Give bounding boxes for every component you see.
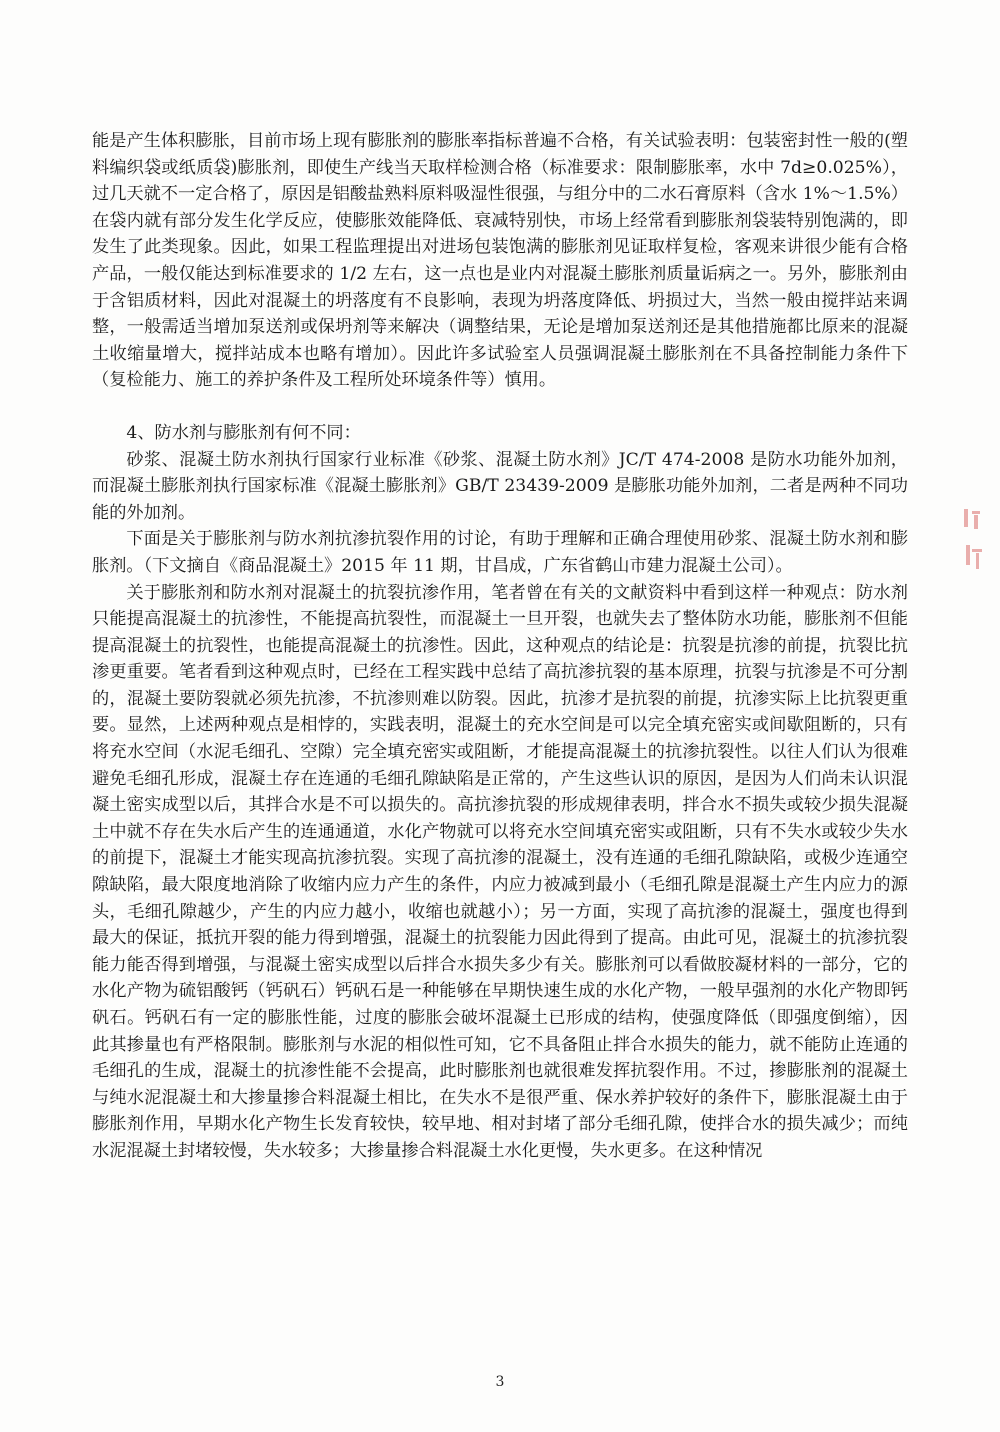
page-number: 3: [495, 1374, 505, 1390]
section-heading: 4、防水剂与膨胀剂有何不同：: [126, 422, 361, 443]
paragraph-standards: 砂浆、混凝土防水剂执行国家行业标准《砂浆、混凝土防水剂》JC/T 474-2008 是防水功能外加剂，而混凝土膨胀剂执行国家标准《混凝土膨胀剂》GB/T 23439-2009 是膨胀功能外加剂，二者是两种不同功能的外加剂。: [92, 449, 908, 523]
seal-stamp-icon: [958, 505, 988, 575]
document-body: [92, 128, 908, 1165]
paragraph-continued: 能是产生体积膨胀，目前市场上现有膨胀剂的膨胀率指标普遍不合格，有关试验表明：包装密封性一般的(塑料编织袋或纸质袋)膨胀剂，即使生产线当天取样检测合格（标准要求：限制膨胀率，水中 7d≥0.025%），过几天就不一定合格了，原因是铝酸盐熟料原料吸湿性很强，与组分中的二水石膏原料（含水 1%～1.5%）在袋内就有部分发生化学反应，使膨胀效能降低、衰减特别快，市场上经常看到膨胀剂袋装特别饱满的，即发生了此类现象。因此，如果工程监理提出对进场包装饱满的膨胀剂见证取样复检，客观来讲很少能有合格产品，一般仅能达到标准要求的 1/2 左右，这一点也是业内对混凝土膨胀剂质量诟病之一。另外，膨胀剂由于含铝质材料，因此对混凝土的坍落度有不良影响，表现为坍落度降低、坍损过大，当然一般由搅拌站来调整，一般需适当增加泵送剂或保坍剂等来解决（调整结果，无论是增加泵送剂还是其他措施都比原来的混凝土收缩量增大，搅拌站成本也略有增加）。因此许多试验室人员强调混凝土膨胀剂在不具备控制能力条件下（复检能力、施工的养护条件及工程所处环境条件等）慎用。: [92, 131, 908, 391]
paragraph-discussion: 关于膨胀剂和防水剂对混凝土的抗裂抗渗作用，笔者曾在有关的文献资料中看到这样一种观点：防水剂只能提高混凝土的抗渗性，不能提高抗裂性，而混凝土一旦开裂，也就失去了整体防水功能，膨胀剂不但能提高混凝土的抗裂性，也能提高混凝土的抗渗性。因此，这种观点的结论是：抗裂是抗渗的前提，抗裂比抗渗更重要。笔者看到这种观点时，已经在工程实践中总结了高抗渗抗裂的基本原理，抗裂与抗渗是不可分割的，混凝土要防裂就必须先抗渗，不抗渗则难以防裂。因此，抗渗才是抗裂的前提，抗渗实际上比抗裂更重要。显然，上述两种观点是相悖的，实践表明，混凝土的充水空间是可以完全填充密实或间歇阻断的，只有将充水空间（水泥毛细孔、空隙）完全填充密实或阻断，才能提高混凝土的抗渗抗裂性。以往人们认为很难避免毛细孔形成，混凝土存在连通的毛细孔隙缺陷是正常的，产生这些认识的原因，是因为人们尚未认识混凝土密实成型以后，其拌合水是不可以损失的。高抗渗抗裂的形成规律表明，拌合水不损失或较少损失混凝土中就不存在失水后产生的连通通道，水化产物就可以将充水空间填充密实或阻断，只有不失水或较少失水的前提下，混凝土才能实现高抗渗抗裂。实现了高抗渗的混凝土，没有连通的毛细孔隙缺陷，或极少连通空隙缺陷，最大限度地消除了收缩内应力产生的条件，内应力被减到最小（毛细孔隙是混凝土产生内应力的源头，毛细孔隙越少，产生的内应力越小，收缩也就越小）；另一方面，实现了高抗渗的混凝土，强度也得到最大的保证，抵抗开裂的能力得到增强，混凝土的抗裂能力因此得到了提高。由此可见，混凝土的抗渗抗裂能力能否得到增强，与混凝土密实成型以后拌合水损失多少有关。膨胀剂可以看做胶凝材料的一部分，它的水化产物为硫铝酸钙（钙矾石）钙矾石是一种能够在早期快速生成的水化产物，一般早强剂的水化产物即钙矾石。钙矾石有一定的膨胀性能，过度的膨胀会破坏混凝土已形成的结构，使强度降低（即强度倒缩），因此其掺量也有严格限制。膨胀剂与水泥的相似性可知，它不具备阻止拌合水损失的能力，就不能防止连通的毛细孔的生成，混凝土的抗渗性能不会提高，此时膨胀剂也就很难发挥抗裂作用。不过，掺膨胀剂的混凝土与纯水泥混凝土和大掺量掺合料混凝土相比，在失水不是很严重、保水养护较好的条件下，膨胀混凝土由于膨胀剂作用，早期水化产物生长发育较快，较早地、相对封堵了部分毛细孔隙，使拌合水的损失减少；而纯水泥混凝土封堵较慢，失水较多；大掺量掺合料混凝土水化更慢，失水更多。在这种情况: [92, 582, 908, 1161]
paragraph-source: 下面是关于膨胀剂与防水剂抗渗抗裂作用的讨论，有助于理解和正确合理使用砂浆、混凝土防水剂和膨胀剂。（下文摘自《商品混凝土》2015 年 11 期，甘昌成，广东省鹤山市建力混凝土公司）。: [92, 529, 908, 576]
